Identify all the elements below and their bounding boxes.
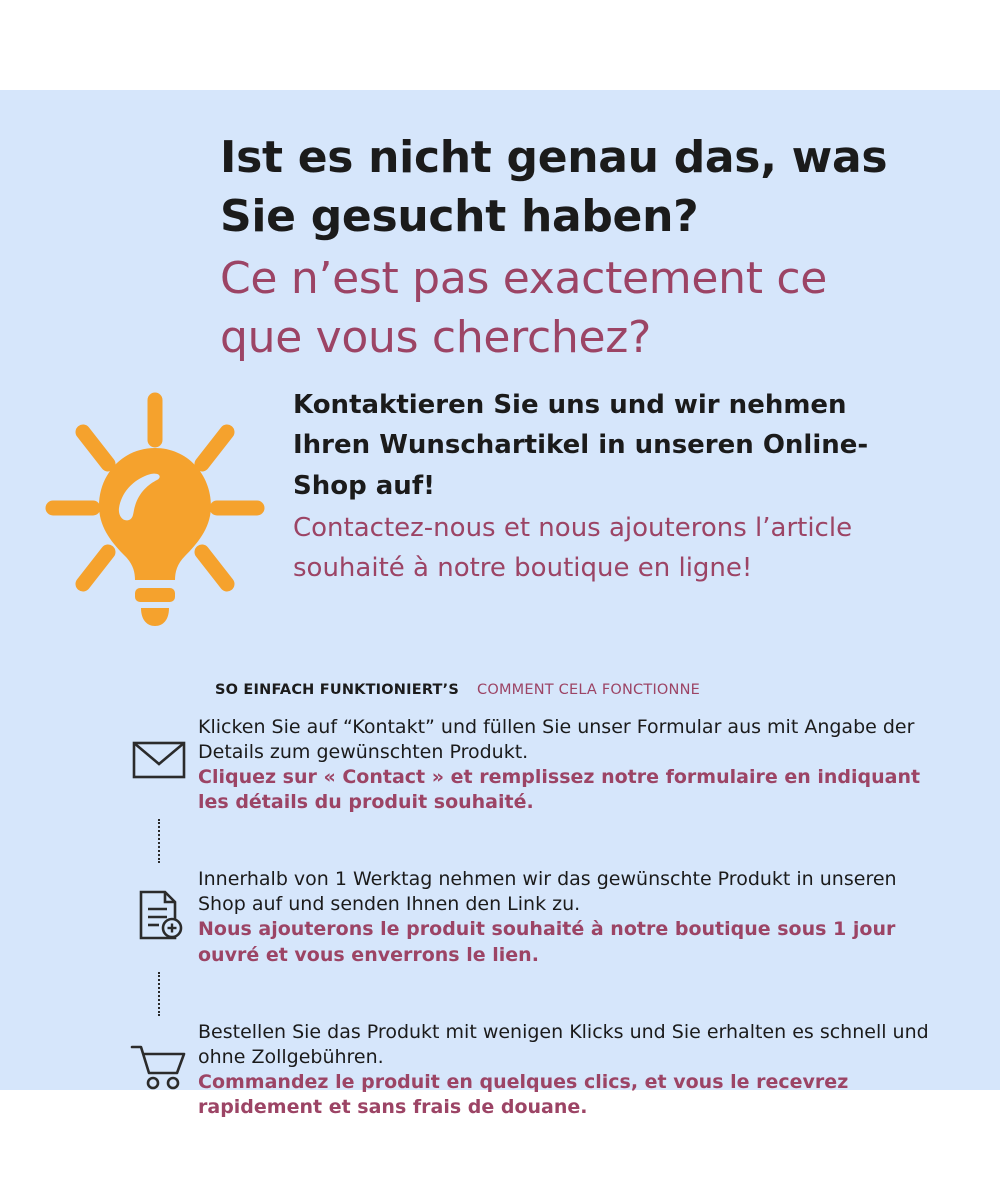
- bulb-glass: [99, 448, 211, 580]
- step-text-german: Bestellen Sie das Produkt mit wenigen Klicks und Sie erhalten es schnell und ohne Zollgebühren.: [198, 1020, 929, 1068]
- intro-french: Contactez-nous et nous ajouterons l’article souhaité à notre boutique en ligne!: [293, 512, 853, 584]
- step-text-french: Nous ajouterons le produit souhaité à notre boutique sous 1 jour ouvré et vous enverrons le lien.: [198, 918, 896, 966]
- step-text-german: Innerhalb von 1 Werktag nehmen wir das gewünschte Produkt in unseren Shop auf und senden Ihnen den Link zu.: [198, 868, 897, 916]
- headline-block: [220, 128, 920, 368]
- lightbulb-icon: [35, 380, 265, 640]
- step-item: [120, 715, 940, 815]
- step-text: [198, 715, 940, 815]
- step-item: [120, 1020, 940, 1120]
- dotted-line: [158, 972, 160, 1016]
- step-icon-wrap: [120, 1020, 198, 1090]
- promo-banner: [0, 90, 1000, 1118]
- step-connector: [120, 815, 198, 867]
- how-it-works-french: COMMENT CELA FONCTIONNE: [477, 682, 700, 698]
- step-text-german: Klicken Sie auf “Kontakt” und füllen Sie unser Formular aus mit Angabe der Details zum gewünschten Produkt.: [198, 716, 915, 764]
- shopping-cart-icon: [130, 1042, 188, 1090]
- step-item: [120, 867, 940, 967]
- how-it-works-heading: [215, 682, 700, 698]
- step-text: [198, 1020, 940, 1120]
- bulb-base-2: [141, 608, 169, 626]
- headline-french: Ce n’est pas exactement ce que vous cherchez?: [220, 252, 828, 364]
- step-connector: [120, 968, 198, 1020]
- step-icon-wrap: [120, 715, 198, 781]
- step-text: [198, 867, 940, 967]
- intro-block: [293, 385, 913, 588]
- step-text-french: Cliquez sur « Contact » et remplissez notre formulaire en indiquant les détails du produit souhaité.: [198, 766, 921, 814]
- bulb-base-1: [135, 588, 175, 602]
- lightbulb-illustration: [35, 380, 265, 640]
- steps-list: [120, 715, 940, 1120]
- headline-german: Ist es nicht genau das, was Sie gesucht haben?: [220, 132, 888, 243]
- step-icon-wrap: [120, 867, 198, 941]
- step-text-french: Commandez le produit en quelques clics, et vous le recevrez rapidement et sans frais de douane.: [198, 1070, 849, 1118]
- dotted-line: [158, 819, 160, 863]
- document-add-icon: [133, 889, 185, 941]
- intro-german: Kontaktieren Sie uns und wir nehmen Ihren Wunschartikel in unseren Online-Shop auf!: [293, 390, 869, 501]
- how-it-works-german: SO EINFACH FUNKTIONIERT’S: [215, 682, 459, 698]
- envelope-icon: [131, 737, 187, 781]
